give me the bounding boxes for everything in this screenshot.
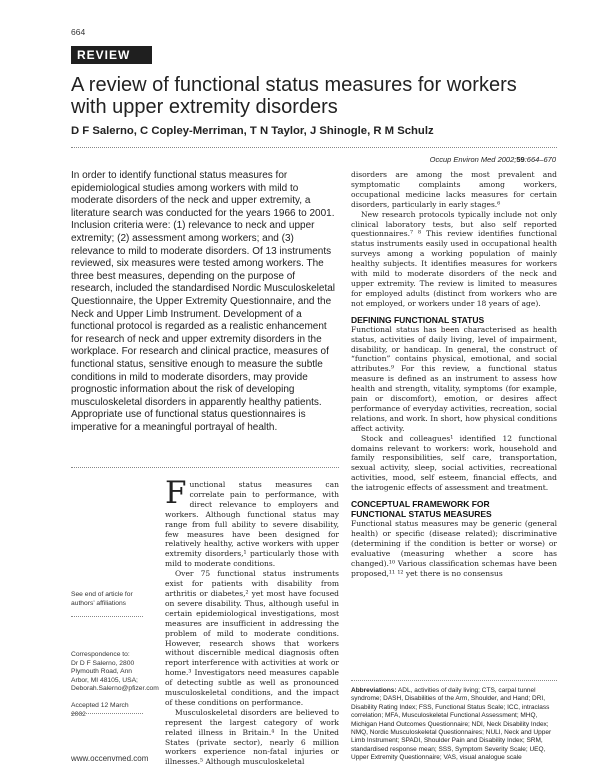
paragraph: Functional status has been characterised as health status, activities of daily living, level of impairment, disability, or handicap. In general, the construct of “function” contains physical, emotional, and social attributes.⁹ For this review, a functional status measure is defined as an instrument to assess how health and strength, vitality, symptoms (for example, pain or discomfort), emotion, or desires affect performance of everyday activities, recreation, social relations, and work. In short, how physical conditions affect activity. — [351, 324, 557, 433]
footer-url[interactable]: www.occenvmed.com — [71, 754, 149, 763]
abbreviations — [351, 687, 557, 763]
article-title: A review of functional status measures for workers with upper extremity disorders — [71, 74, 517, 118]
paragraph: Stock and colleagues¹ identified 12 functional domains relevant to workers: work, household and family responsibilities, self care, transportation, sexual activity, sleep, social activities, recreational activities, mood, self esteem, financial effects, and the iatrogenic effects of assessment and treatment. — [351, 433, 557, 493]
paragraph: unctional status measures can correlate pain to performance, with direct relevance to employers and workers. Although functional status may range from full ability to severe disability, few measures have been designed for relatively healthy, active workers with upper extremity disorders,¹ particularly those with mild to moderate conditions. — [165, 480, 339, 569]
section-heading: DEFINING FUNCTIONAL STATUS — [351, 314, 485, 325]
divider-side-2 — [71, 713, 143, 714]
paragraph: Functional status measures may be generic (general health) or specific (disease related); discriminative (determining if the condition is better or worse) or evaluative (measuring whether a score has changed).¹⁰ Various classification schemas have been proposed,¹¹ ¹² yet there is no consensus — [351, 519, 557, 578]
paragraph: New research protocols typically include not only clinical laboratory tests, but also self reported questionnaires.⁷ ⁸ This review identifies functional status instruments easily used in occupational health surveys among a working population of mainly healthy subjects. It identifies measures for workers with mild to moderate disorders of the neck and upper extremity. The review is limited to measures for employed adults (distinct from workers who are not employed, or workers under 18 years of age). — [351, 209, 557, 308]
citation-journal: Occup Environ Med — [429, 155, 496, 164]
section-heading: FUNCTIONAL STATUS MEASURES — [351, 509, 492, 520]
paragraph: Over 75 functional status instruments exist for patients with disability from arthritis or diabetes,² yet most have focused on severe disability. Thus, although useful in certain epidemiological investigations, most measures are insufficient in addressing the problem of mild to moderate conditions. However, research shows that workers without discernible medical diagnosis often report interference with activities at work or home.³ Investigators need measures capable of detecting subtle as well as pronounced musculoskeletal conditions, and the impact of these conditions on performance. — [165, 569, 339, 707]
abstract: In order to identify functional status measures for epidemiological studies among workers with mild to moderate disorders of the neck and upper extremity, a literature search was conducted for the years 1966 to 2001. Inclusion criteria were: (1) relevance to neck and upper extremity; (2) assessment among workers; and (3) relevance to mild to moderate disorders. Of 13 instruments reviewed, six measures were tested among workers. The three best measures, depending on the purpose of research, included the standardised Nordic Musculoskeletal Questionnaire, the Upper Extremity Questionnaire, and the Neck and Upper Limb Instrument. Development of a functional protocol is regarded as a realistic enhancement for research of neck and upper extremity disorders in the workplace. For research and clinical practice, measures of functional status, sensitive enough to measure the subtle conditions in mild to moderate disorders, may provide prognostic information about the risk of developing musculoskeletal disorders in apparently healthy patients. Appropriate use of functional status questionnaires is imperative for a meaningful portrayal of health. — [71, 170, 336, 433]
paragraph: disorders are among the most prevalent and symptomatic complaints among workers, occupational medicine lacks measures for certain disorders, particularly in early stages.⁶ — [351, 170, 557, 209]
section-badge: REVIEW — [71, 46, 152, 64]
correspondence-address: Dr D F Salerno, 2800 Plymouth Road, Ann Arbor, MI 48105, USA; Deborah.Salerno@pfizer.com — [71, 659, 159, 693]
divider-side-1 — [71, 616, 143, 617]
correspondence-label: Correspondence to: — [71, 651, 130, 658]
citation — [420, 155, 556, 164]
accepted-date: Accepted 12 March 2002 — [71, 701, 129, 718]
section-heading: CONCEPTUAL FRAMEWORK FOR — [351, 499, 490, 510]
body-column-right — [351, 170, 557, 579]
paragraph: Musculoskeletal disorders are believed to represent the largest category of work related illness in Britain.⁴ In the United States (private sector), nearly 6 million workers experience non-fatal injuries or illnesses.⁵ Although musculoskeletal — [165, 707, 339, 767]
correspondence — [71, 651, 159, 719]
page-number: 664 — [71, 27, 86, 37]
abbreviations-text: ADL, activities of daily living; CTS, carpal tunnel syndrome; DASH, Disabilities of the Arm, Shoulder, and Hand; DRI, Disability Rating Index; FSS, Functional Status Scale; ICC, intraclass correlation; MFA, Musculoskeletal Functional Assessment; MHQ, Michigan Hand Outcomes Questionnaire; NDI, Neck Disability Index; NMQ, Nordic Musculoskeletal Questionnaires; NULI, Neck and Upper Limb Instrument; SPADI, Shoulder Pain and Disability Index; SRM, standardised response mean; SSS, Symptom Severity Scale; UEQ, Upper Extremity Questionnaire; VAS, visual analogue scale — [351, 687, 552, 762]
citation-year: 2002; — [497, 155, 517, 164]
drop-cap: F — [165, 475, 187, 511]
affiliations-note: See end of article for authors’ affiliations — [71, 591, 133, 607]
abbreviations-label: Abbreviations: — [351, 687, 397, 694]
body-column-left — [165, 475, 339, 767]
author-list: D F Salerno, C Copley-Merriman, T N Taylor, J Shinogle, R M Schulz — [71, 125, 434, 137]
citation-volume: 59 — [516, 155, 525, 164]
divider-top — [71, 147, 557, 148]
divider-abbrev — [351, 680, 557, 681]
divider-abstract — [71, 467, 339, 468]
citation-pages: :664–670 — [524, 155, 556, 164]
